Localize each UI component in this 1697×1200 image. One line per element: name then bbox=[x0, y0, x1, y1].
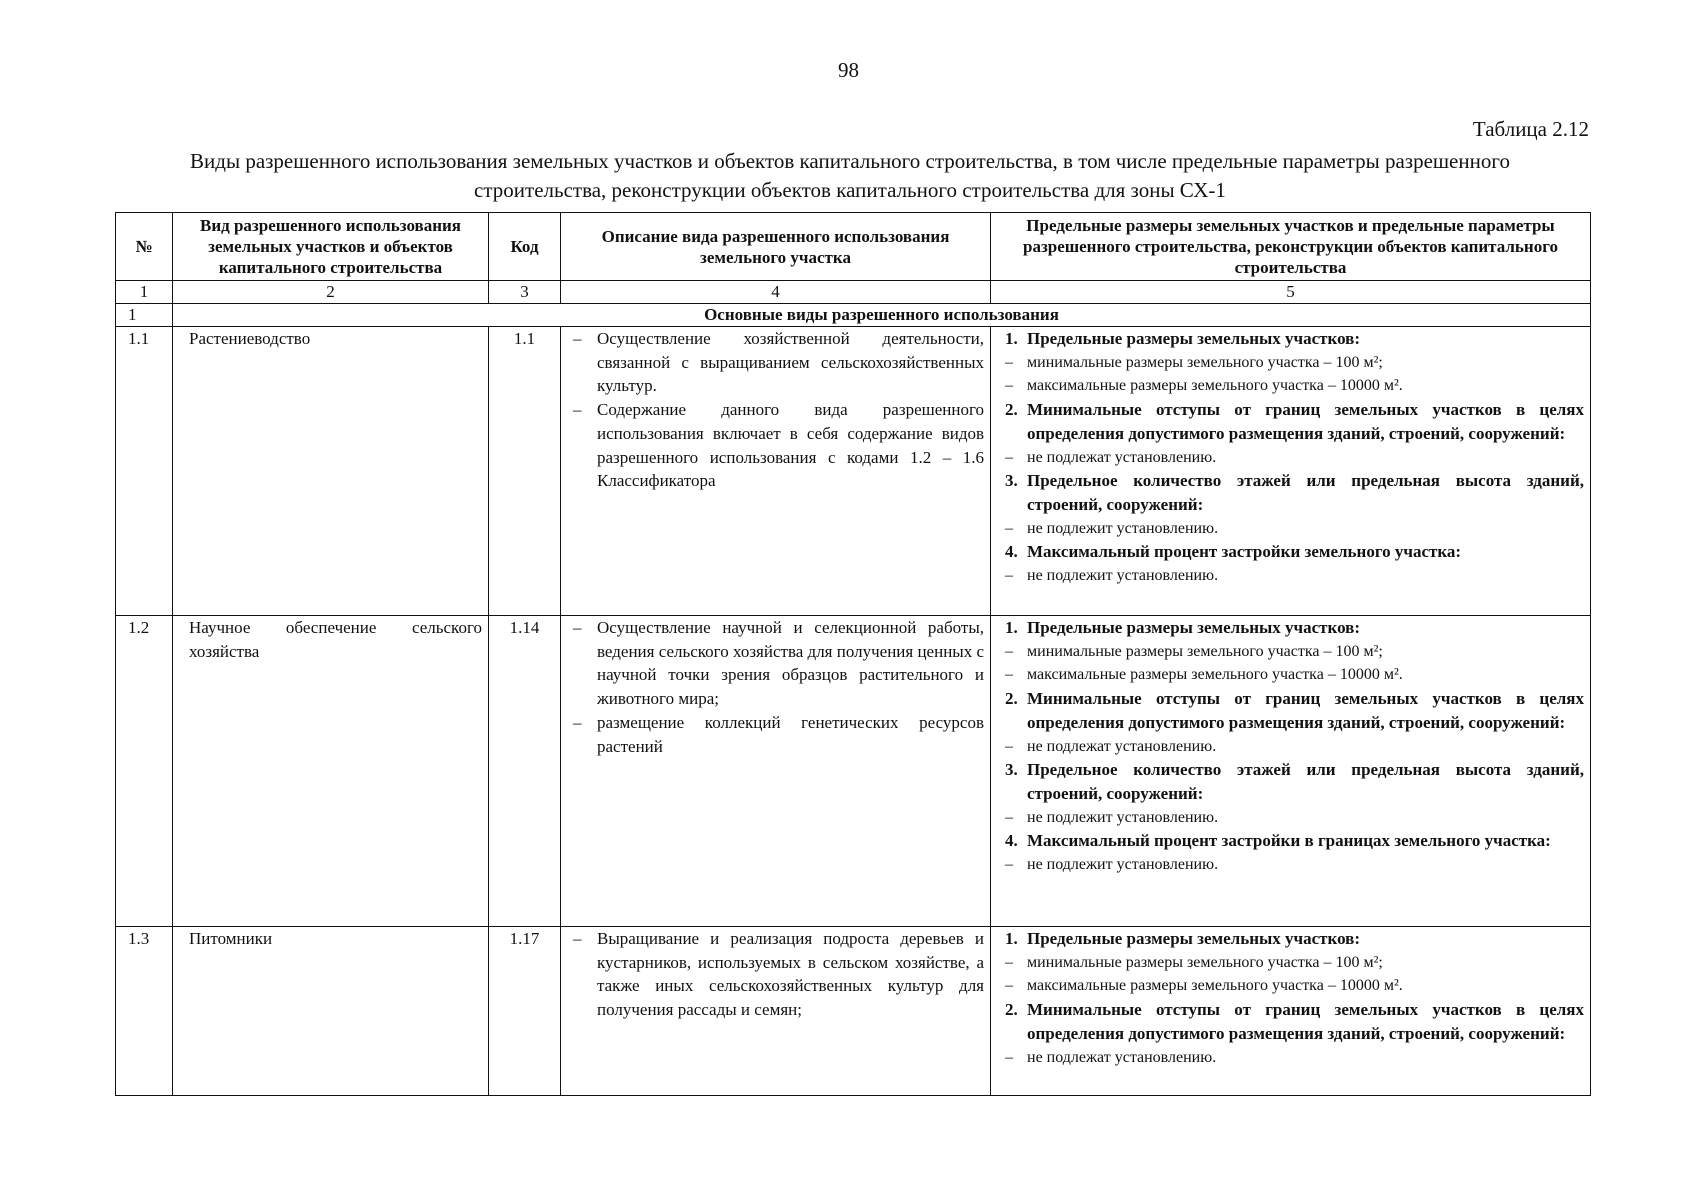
parameter-group bbox=[997, 998, 1584, 1069]
row-code: 1.1 bbox=[489, 327, 561, 616]
section-title: Основные виды разрешенного использования bbox=[173, 304, 1591, 327]
row-use-type: Растениеводство bbox=[173, 327, 489, 616]
row-number: 1.1 bbox=[116, 327, 173, 616]
column-header-code: Код bbox=[489, 213, 561, 281]
section-number: 1 bbox=[116, 304, 173, 327]
row-description bbox=[561, 616, 991, 927]
parameter-number: 1. bbox=[1005, 329, 1018, 348]
parameter-number: 4. bbox=[1005, 542, 1018, 562]
table-body bbox=[116, 327, 1591, 1096]
row-number: 1.3 bbox=[116, 927, 173, 1096]
row-use-type: Научное обеспечение сельского хозяйства bbox=[173, 616, 489, 927]
column-number: 1 bbox=[116, 281, 173, 304]
column-number: 4 bbox=[561, 281, 991, 304]
column-number: 5 bbox=[991, 281, 1591, 304]
parameter-heading bbox=[997, 927, 1584, 951]
parameter-value: – минимальные размеры земельного участка – 100 м²; bbox=[997, 951, 1584, 975]
table-title: Виды разрешенного использования земельных участков и объектов капитального строительства, в том числе предельные параметры разрешенного строительства, реконструкции объектов капитального строительства для зоны СХ-1 bbox=[190, 149, 1510, 202]
row-description bbox=[561, 327, 991, 616]
parameter-heading bbox=[997, 540, 1584, 564]
parameter-heading-text: Предельное количество этажей или предельная высота зданий, строений, сооружений: bbox=[1027, 760, 1584, 803]
parameter-heading bbox=[997, 758, 1584, 805]
column-header-number: № bbox=[116, 213, 173, 281]
column-number: 3 bbox=[489, 281, 561, 304]
table-row bbox=[116, 327, 1591, 616]
parameter-heading-text: Максимальный процент застройки земельного участка: bbox=[1027, 542, 1462, 562]
parameter-group bbox=[997, 829, 1584, 876]
description-list bbox=[567, 927, 984, 1022]
description-item: – Выращивание и реализация подроста деревьев и кустарников, используемых в сельском хозяйстве, а также иных сельскохозяйственных культур для получения рассады и семян; bbox=[567, 927, 984, 1022]
parameter-group bbox=[997, 687, 1584, 758]
page-number: 98 bbox=[838, 58, 859, 82]
description-item: – Осуществление научной и селекционной работы, ведения сельского хозяйства для получения ценных с научной точки зрения образцов растительного и животного мира; bbox=[567, 616, 984, 711]
parameter-heading-text: Предельные размеры земельных участков: bbox=[1027, 618, 1361, 637]
parameter-heading bbox=[997, 616, 1584, 640]
description-item: – Содержание данного вида разрешенного использования включает в себя содержание видов разрешенного использования с кодами 1.2 – 1.6 Классификатора bbox=[567, 398, 984, 493]
parameter-value: – максимальные размеры земельного участка – 10000 м². bbox=[997, 374, 1584, 398]
parameter-number: 4. bbox=[1005, 831, 1018, 851]
table-label: Таблица 2.12 bbox=[1472, 117, 1589, 141]
parameter-heading bbox=[997, 998, 1584, 1045]
parameter-group bbox=[997, 327, 1584, 398]
parameter-number: 1. bbox=[1005, 618, 1018, 637]
row-description bbox=[561, 927, 991, 1096]
parameter-value: – не подлежат установлению. bbox=[997, 735, 1584, 759]
parameter-number: 2. bbox=[1005, 400, 1018, 420]
table-header-row bbox=[116, 213, 1591, 281]
parameter-value: – не подлежит установлению. bbox=[997, 564, 1584, 588]
parameter-number: 2. bbox=[1005, 1000, 1018, 1020]
column-header-use-type: Вид разрешенного использования земельных участков и объектов капитального строительства bbox=[173, 213, 489, 281]
description-item: – Осуществление хозяйственной деятельности, связанной с выращиванием сельскохозяйственных культур. bbox=[567, 327, 984, 398]
parameter-number: 3. bbox=[1005, 760, 1018, 780]
parameter-heading-text: Максимальный процент застройки в границах земельного участка: bbox=[1027, 831, 1551, 851]
table-row bbox=[116, 616, 1591, 927]
description-item: – размещение коллекций генетических ресурсов растений bbox=[567, 711, 984, 758]
parameter-heading bbox=[997, 469, 1584, 516]
column-header-parameters: Предельные размеры земельных участков и предельные параметры разрешенного строительства, реконструкции объектов капитального строительства bbox=[991, 213, 1591, 281]
parameter-heading-text: Предельные размеры земельных участков: bbox=[1027, 329, 1361, 348]
parameter-value: – максимальные размеры земельного участка – 10000 м². bbox=[997, 974, 1584, 998]
row-parameters bbox=[991, 327, 1591, 616]
parameter-group bbox=[997, 540, 1584, 587]
parameter-value: – не подлежит установлению. bbox=[997, 853, 1584, 877]
section-row bbox=[116, 304, 1591, 327]
parameter-heading-text: Предельное количество этажей или предельная высота зданий, строений, сооружений: bbox=[1027, 471, 1584, 514]
column-header-description: Описание вида разрешенного использования земельного участка bbox=[561, 213, 991, 281]
parameter-heading bbox=[997, 398, 1584, 445]
parameter-value: – минимальные размеры земельного участка – 100 м²; bbox=[997, 640, 1584, 664]
parameter-heading-text: Минимальные отступы от границ земельных участков в целях определения допустимого размещения зданий, строений, сооружений: bbox=[1027, 1000, 1584, 1043]
parameter-value: – минимальные размеры земельного участка – 100 м²; bbox=[997, 351, 1584, 375]
parameter-number: 3. bbox=[1005, 471, 1018, 491]
description-list bbox=[567, 327, 984, 493]
parameter-heading bbox=[997, 687, 1584, 734]
regulations-table bbox=[115, 212, 1591, 1096]
parameter-heading bbox=[997, 829, 1584, 853]
parameter-group bbox=[997, 469, 1584, 540]
table-row bbox=[116, 927, 1591, 1096]
parameter-heading-text: Минимальные отступы от границ земельных участков в целях определения допустимого размещения зданий, строений, сооружений: bbox=[1027, 400, 1584, 443]
parameter-value: – не подлежит установлению. bbox=[997, 517, 1584, 541]
parameter-value: – максимальные размеры земельного участка – 10000 м². bbox=[997, 663, 1584, 687]
row-code: 1.14 bbox=[489, 616, 561, 927]
column-number: 2 bbox=[173, 281, 489, 304]
row-number: 1.2 bbox=[116, 616, 173, 927]
column-number-row bbox=[116, 281, 1591, 304]
parameter-value: – не подлежат установлению. bbox=[997, 1046, 1584, 1070]
parameter-group bbox=[997, 616, 1584, 687]
parameter-value: – не подлежит установлению. bbox=[997, 806, 1584, 830]
description-list bbox=[567, 616, 984, 758]
parameter-heading-text: Минимальные отступы от границ земельных участков в целях определения допустимого размещения зданий, строений, сооружений: bbox=[1027, 689, 1584, 732]
parameter-group bbox=[997, 758, 1584, 829]
parameter-heading-text: Предельные размеры земельных участков: bbox=[1027, 929, 1361, 948]
parameter-number: 2. bbox=[1005, 689, 1018, 709]
parameter-group bbox=[997, 398, 1584, 469]
parameter-group bbox=[997, 927, 1584, 998]
row-parameters bbox=[991, 927, 1591, 1096]
row-parameters bbox=[991, 616, 1591, 927]
parameter-heading bbox=[997, 327, 1584, 351]
parameter-value: – не подлежат установлению. bbox=[997, 446, 1584, 470]
row-code: 1.17 bbox=[489, 927, 561, 1096]
parameter-number: 1. bbox=[1005, 929, 1018, 948]
row-use-type: Питомники bbox=[173, 927, 489, 1096]
